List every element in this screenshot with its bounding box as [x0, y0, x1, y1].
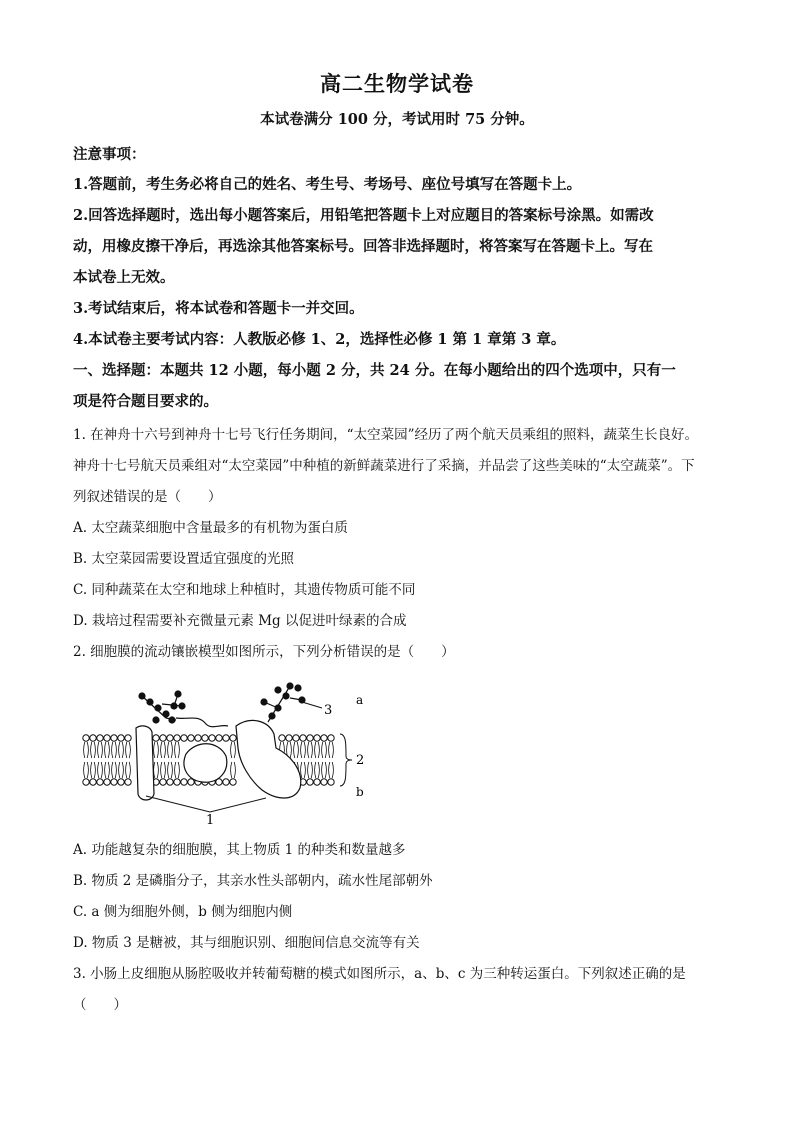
question-1-option-b: B. 太空菜园需要设置适宜强度的光照 — [73, 551, 295, 567]
phospholipid-tail — [178, 742, 179, 758]
phospholipid-head — [286, 735, 292, 741]
phospholipid-head — [90, 779, 96, 785]
question-1-option-c: C. 同种蔬菜在太空和地球上种植时，其遗传物质可能不同 — [73, 582, 416, 598]
phospholipid-tail — [105, 742, 106, 758]
question-2-option-c: C. a 侧为细胞外侧，b 侧为细胞内侧 — [73, 904, 293, 920]
phospholipid-head — [104, 735, 110, 741]
protein-right — [236, 720, 301, 798]
question-3-stem: （ ） — [73, 997, 127, 1013]
phospholipid-tail — [119, 742, 120, 758]
page-subtitle: 本试卷满分 100 分，考试用时 75 分钟。 — [260, 111, 534, 128]
section-heading: 一、选择题：本题共 12 小题，每小题 2 分，共 24 分。在每小题给出的四个选项中，只有一 — [73, 362, 676, 379]
phospholipid-tail — [94, 762, 95, 778]
phospholipid-tail — [84, 762, 85, 778]
question-1-option-a: A. 太空蔬菜细胞中含量最多的有机物为蛋白质 — [73, 520, 348, 536]
phospholipid-head — [321, 779, 327, 785]
phospholipid-head — [279, 735, 285, 741]
phospholipid-head — [307, 779, 313, 785]
phospholipid-tail — [164, 762, 165, 778]
phospholipid-head — [160, 779, 166, 785]
phospholipid-tail — [115, 742, 116, 758]
phospholipid-head — [216, 735, 222, 741]
phospholipid-head — [97, 735, 103, 741]
protein-left — [136, 726, 154, 800]
phospholipid-head — [97, 779, 103, 785]
phospholipid-head — [300, 735, 306, 741]
phospholipid-tail — [294, 742, 295, 758]
phospholipid-head — [195, 735, 201, 741]
phospholipid-tail — [122, 762, 123, 778]
phospholipid-head — [181, 779, 187, 785]
phospholipid-tail — [318, 742, 319, 758]
label-1: 1 — [206, 813, 215, 826]
phospholipid-tail — [84, 742, 85, 758]
phospholipid-tail — [178, 762, 179, 778]
protein-top-chain — [176, 718, 228, 727]
phospholipid-head — [83, 779, 89, 785]
sugar-chain-right — [261, 683, 305, 722]
phospholipid-head — [188, 735, 194, 741]
section-heading-cont: 项是符合题目要求的。 — [73, 393, 218, 410]
phospholipid-head — [209, 735, 215, 741]
phospholipid-tail — [126, 762, 127, 778]
phospholipid-head — [202, 735, 208, 741]
phospholipid-tail — [164, 742, 165, 758]
phospholipid-head — [118, 779, 124, 785]
phospholipid-head — [181, 735, 187, 741]
phospholipid-head — [111, 735, 117, 741]
phospholipid-tail — [304, 762, 305, 778]
phospholipid-head — [167, 735, 173, 741]
phospholipid-tail — [112, 742, 113, 758]
phospholipid-tail — [94, 742, 95, 758]
phospholipid-tail — [301, 762, 302, 778]
phospholipid-tail — [231, 762, 232, 778]
question-1-stem: 神舟十七号航天员乘组对“太空菜园”中种植的新鲜蔬菜进行了采摘，并品尝了这些美味的“太空蔬菜”。下 — [73, 458, 695, 474]
note-item: 2.回答选择题时，选出每小题答案后，用铅笔把答题卡上对应题目的答案标号涂黑。如需改 — [73, 207, 654, 224]
label-a: a — [356, 693, 364, 707]
phospholipid-tail — [108, 742, 109, 758]
note-item: 1.答题前，考生务必将自己的姓名、考生号、考场号、座位号填写在答题卡上。 — [73, 176, 582, 193]
phospholipid-tail — [98, 762, 99, 778]
phospholipid-tail — [308, 742, 309, 758]
phospholipid-head — [223, 735, 229, 741]
phospholipid-tail — [322, 762, 323, 778]
phospholipid-tail — [171, 762, 172, 778]
phospholipid-tail — [175, 742, 176, 758]
phospholipid-tail — [161, 762, 162, 778]
phospholipid-head — [293, 735, 299, 741]
phospholipid-tail — [126, 742, 127, 758]
page-title: 高二生物学试卷 — [320, 71, 474, 96]
phospholipid-head — [160, 735, 166, 741]
phospholipid-tail — [87, 762, 88, 778]
question-2-option-b: B. 物质 2 是磷脂分子，其亲水性头部朝内，疏水性尾部朝外 — [73, 873, 433, 889]
phospholipid-tail — [154, 742, 155, 758]
phospholipid-tail — [329, 762, 330, 778]
phospholipid-tail — [129, 762, 130, 778]
label-2: 2 — [356, 753, 365, 768]
phospholipid-tail — [290, 742, 291, 758]
phospholipid-tail — [231, 742, 232, 758]
phospholipid-head — [90, 735, 96, 741]
phospholipid-tail — [304, 742, 305, 758]
phospholipid-tail — [119, 762, 120, 778]
phospholipid-head — [230, 735, 236, 741]
phospholipid-tail — [112, 762, 113, 778]
label-b: b — [356, 785, 364, 799]
phospholipid-tail — [157, 742, 158, 758]
phospholipid-head — [118, 735, 124, 741]
phospholipid-head — [230, 779, 236, 785]
note-item: 动，用橡皮擦干净后，再选涂其他答案标号。回答非选择题时，将答案写在答题卡上。写在 — [73, 238, 653, 255]
note-item: 4.本试卷主要考试内容：人教版必修 1、2，选择性必修 1 第 1 章第 3 章。 — [73, 331, 566, 348]
protein-middle — [184, 744, 227, 782]
question-2-option-d: D. 物质 3 是糖被，其与细胞识别、细胞间信息交流等有关 — [73, 935, 420, 951]
phospholipid-tail — [105, 762, 106, 778]
membrane-figure — [78, 676, 388, 826]
phospholipid-tail — [318, 762, 319, 778]
phospholipid-tail — [325, 742, 326, 758]
phospholipid-tail — [315, 742, 316, 758]
phospholipid-tail — [315, 762, 316, 778]
phospholipid-tail — [297, 742, 298, 758]
phospholipid-head — [314, 779, 320, 785]
phospholipid-tail — [101, 762, 102, 778]
question-1-stem: 1. 在神舟十六号到神舟十七号飞行任务期间，“太空菜园”经历了两个航天员乘组的照料，蔬菜生长良好。 — [73, 427, 698, 443]
phospholipid-head — [111, 779, 117, 785]
question-1-option-d: D. 栽培过程需要补充微量元素 Mg 以促进叶绿素的合成 — [73, 613, 407, 629]
phospholipid-tail — [311, 762, 312, 778]
phospholipid-tail — [129, 742, 130, 758]
phospholipid-head — [223, 779, 229, 785]
question-2-stem: 2. 细胞膜的流动镶嵌模型如图所示，下列分析错误的是（ ） — [73, 644, 455, 660]
phospholipid-head — [104, 779, 110, 785]
phospholipid-tail — [91, 742, 92, 758]
note-item: 本试卷上无效。 — [73, 269, 175, 286]
phospholipid-tail — [168, 762, 169, 778]
phospholipid-tail — [308, 762, 309, 778]
phospholipid-head — [125, 779, 131, 785]
phospholipid-head — [174, 735, 180, 741]
phospholipid-tail — [122, 742, 123, 758]
phospholipid-tail — [161, 742, 162, 758]
phospholipid-head — [328, 779, 334, 785]
phospholipid-tail — [234, 742, 235, 758]
phospholipid-tail — [98, 742, 99, 758]
phospholipid-tail — [91, 762, 92, 778]
phospholipid-head — [153, 735, 159, 741]
note-item: 3.考试结束后，将本试卷和答题卡一并交回。 — [73, 300, 364, 317]
phospholipid-tail — [329, 742, 330, 758]
question-1-stem: 列叙述错误的是（ ） — [73, 489, 222, 505]
notes-heading: 注意事项： — [73, 146, 146, 163]
question-3-stem: 3. 小肠上皮细胞从肠腔吸收并转葡萄糖的模式如图所示，a、b、c 为三种转运蛋白。下列叙述正确的是 — [73, 966, 686, 982]
phospholipid-tail — [157, 762, 158, 778]
phospholipid-head — [167, 779, 173, 785]
phospholipid-tail — [322, 742, 323, 758]
phospholipid-head — [83, 735, 89, 741]
question-2-option-a: A. 功能越复杂的细胞膜，其上物质 1 的种类和数量越多 — [73, 842, 406, 858]
phospholipid-tail — [115, 762, 116, 778]
phospholipid-tail — [87, 742, 88, 758]
phospholipid-tail — [325, 762, 326, 778]
phospholipid-tail — [175, 762, 176, 778]
phospholipid-tail — [101, 742, 102, 758]
phospholipid-tail — [234, 762, 235, 778]
phospholipid-head — [314, 735, 320, 741]
phospholipid-head — [125, 735, 131, 741]
label-3: 3 — [324, 703, 333, 718]
phospholipid-tail — [108, 762, 109, 778]
phospholipid-tail — [171, 742, 172, 758]
phospholipid-tail — [332, 762, 333, 778]
phospholipid-head — [328, 735, 334, 741]
phospholipid-tail — [168, 742, 169, 758]
phospholipid-tail — [301, 742, 302, 758]
phospholipid-head — [307, 735, 313, 741]
phospholipid-head — [321, 735, 327, 741]
phospholipid-head — [174, 779, 180, 785]
phospholipid-tail — [332, 742, 333, 758]
phospholipid-tail — [311, 742, 312, 758]
